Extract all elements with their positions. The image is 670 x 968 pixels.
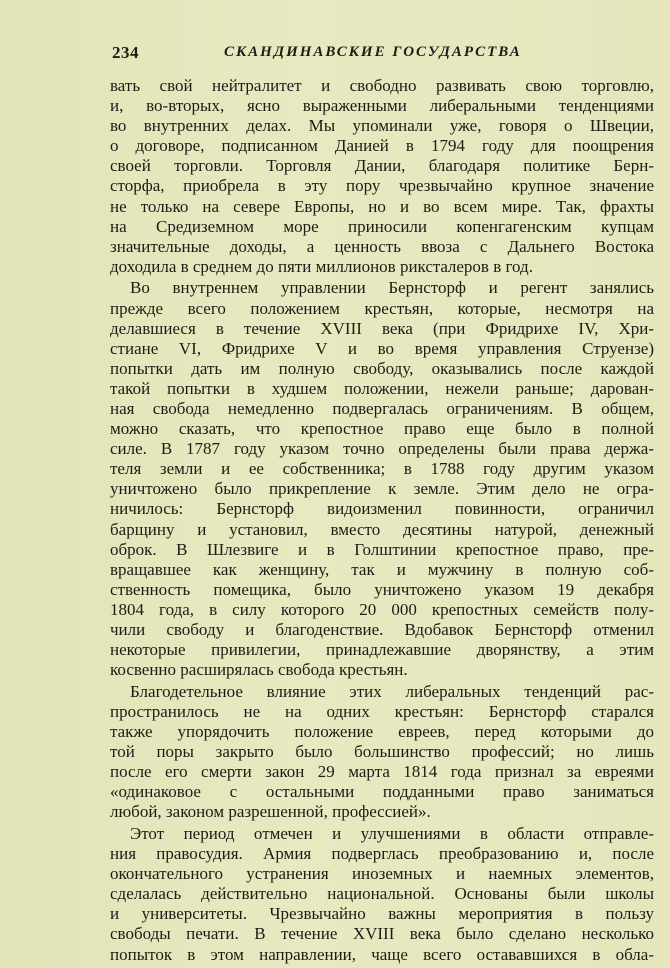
text-line: вать свой нейтралитет и свободно развивать свою торговлю, <box>110 76 654 95</box>
text-line: вращавшее как женщину, так и мужчину в полную соб- <box>110 559 654 579</box>
text-line: некоторые привилегии, принадлежавшие дворянству, а этим <box>110 640 654 660</box>
page-header <box>112 43 652 67</box>
paragraph-2 <box>110 278 654 680</box>
text-line: ственность помещика, было уничтожено указом 19 декабря <box>110 579 654 599</box>
text-line: ная свобода немедленно подвергалась ограничениям. В общем, <box>110 399 654 418</box>
text-line: прежде всего положением крестьян, которые, несмотря на <box>110 298 654 318</box>
text-line: сделалась действительно национальной. Основаны были школы <box>110 884 654 904</box>
text-line: на Средиземном море приносили копенгагенским купцам <box>110 216 654 236</box>
paragraph-1 <box>110 76 654 277</box>
text-line: и университеты. Чрезвычайно важны мероприятия в пользу <box>110 904 654 924</box>
text-line: также упорядочить положение евреев, перед которыми до <box>110 722 654 741</box>
text-line: 1804 года, в силу которого 20 000 крепостных семейств полу- <box>110 599 654 619</box>
text-line: сторфа, приобрела в эту пору чрезвычайно крупное значение <box>110 176 654 196</box>
text-line: той поры закрыто было большинство профессий; но лишь <box>110 742 654 762</box>
paragraph-4 <box>110 824 654 965</box>
text-line: ния правосудия. Армия подверглась преобразованию и, после <box>110 844 654 864</box>
text-line: о договоре, подписанном Данией в 1794 году для поощрения <box>110 136 654 156</box>
text-line: ничилось: Бернсторф видоизменил повинности, ограничил <box>110 499 654 519</box>
text-line: силе. В 1787 году указом точно определены были права держа- <box>110 439 654 459</box>
text-line: значительные доходы, а ценность ввоза с Дальнего Востока <box>110 236 654 256</box>
text-line: окончательного устранения иноземных и наемных элементов, <box>110 864 654 884</box>
text-line: делавшиеся в течение XVIII века (при Фридрихе IV, Хри- <box>110 318 654 338</box>
text-line: Во внутреннем управлении Бернсторф и регент занялись <box>130 278 654 298</box>
running-title: СКАНДИНАВСКИЕ ГОСУДАРСТВА <box>224 44 522 60</box>
text-line: барщину и установил, вместо десятины натурой, денежный <box>110 519 654 539</box>
text-line: косвенно расширялась свобода крестьян. <box>110 660 408 680</box>
text-line: уничтожено было прикрепление к земле. Этим дело не огра- <box>110 479 654 499</box>
text-line: не только на севере Европы, но и во всем мире. Так, фрахты <box>110 196 654 216</box>
body-text <box>110 76 654 965</box>
text-line: Этот период отмечен и улучшениями в области отправле- <box>130 823 654 843</box>
text-line: такой попытки в худшем положении, нежели раньше; дарован- <box>110 378 654 398</box>
text-line: во внутренних делах. Мы упоминали уже, говоря о Швеции, <box>110 116 654 136</box>
text-line: свободы печати. В течение XVIII века было сделано несколько <box>110 924 654 944</box>
text-line: после его смерти закон 29 марта 1814 года признал за евреями <box>110 762 654 782</box>
paragraph-3 <box>110 682 654 823</box>
text-line: можно сказать, что крепостное право еще было в полной <box>110 419 654 439</box>
text-line: доходила в среднем до пяти миллионов рикстaлеров в год. <box>110 256 533 276</box>
text-line: чили свободу и благоденствие. Вдобавок Бернсторф отменил <box>110 620 654 640</box>
text-line: теля земли и ее собственника; в 1788 году другим указом <box>110 459 654 479</box>
text-line: пространилось не на одних крестьян: Бернсторф старался <box>110 701 654 721</box>
text-line: и, во-вторых, ясно выраженными либеральными тенденциями <box>110 96 654 116</box>
text-line: попытки дать им полную свободу, оказывались после каждой <box>110 358 654 378</box>
text-line: оброк. В Шлезвиге и в Голштинии крепостное право, пре- <box>110 539 654 559</box>
text-line: любой, законом разрешенной, профессией». <box>110 802 431 822</box>
text-line: Благодетельное влияние этих либеральных тенденций рас- <box>130 681 654 701</box>
text-line: стиане VI, Фридрихе V и во время управления Струензе) <box>110 338 654 358</box>
text-line: попыток в этом направлении, чаще всего остававшихся в обла- <box>110 944 654 964</box>
text-line: «одинаковое с остальными подданными право заниматься <box>110 782 654 802</box>
page-number: 234 <box>112 43 139 62</box>
text-line: своей торговли. Торговля Дании, благодаря политике Берн- <box>110 156 654 176</box>
